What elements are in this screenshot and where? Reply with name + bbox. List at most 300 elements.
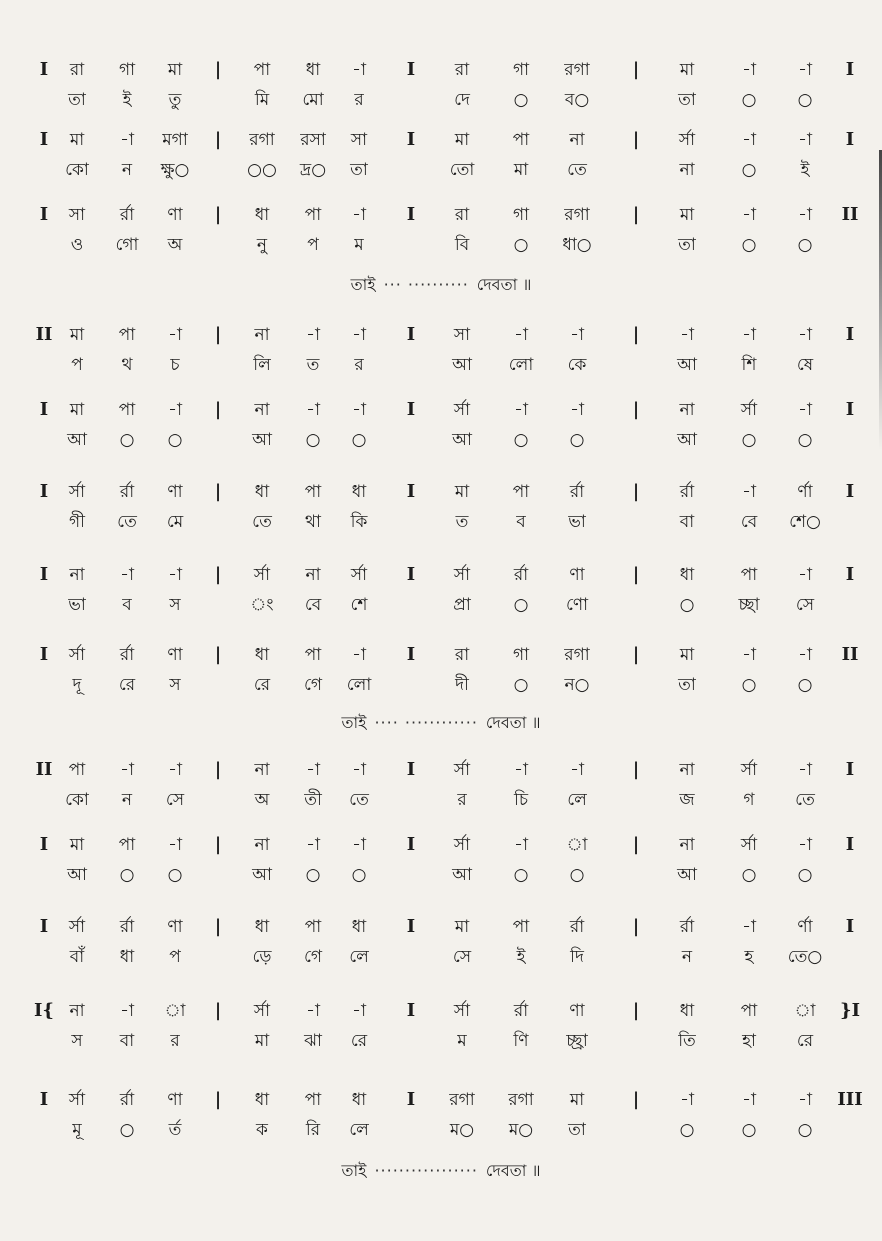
lyric-syllable: ○ bbox=[119, 865, 135, 885]
swara-note: -া bbox=[742, 645, 756, 665]
lyric-syllable: স bbox=[169, 675, 181, 695]
bar-line: I bbox=[39, 834, 49, 855]
lyric-syllable: ○ bbox=[167, 430, 183, 450]
swara-note: র্ণা bbox=[797, 917, 813, 937]
lyric-syllable: তী bbox=[304, 790, 322, 810]
lyric-syllable: মা bbox=[254, 1031, 270, 1051]
bar-line: III bbox=[837, 1089, 863, 1110]
bar-line: | bbox=[214, 644, 222, 665]
swara-note: না bbox=[679, 400, 695, 420]
lyric-syllable: বি bbox=[454, 235, 470, 255]
lyric-syllable: ম○ bbox=[508, 1120, 534, 1140]
lyric-syllable: ন bbox=[121, 790, 133, 810]
lyric-syllable: চ্ছ্রা bbox=[566, 1031, 588, 1051]
lyric-syllable: ব○ bbox=[564, 90, 590, 110]
swara-note: -া bbox=[742, 60, 756, 80]
lyric-line bbox=[0, 785, 882, 815]
swara-note: -া bbox=[168, 760, 182, 780]
swara-note: মা bbox=[569, 1090, 585, 1110]
swara-note: -া bbox=[306, 400, 320, 420]
lyric-syllable: গ bbox=[743, 790, 755, 810]
lyric-syllable: রি bbox=[305, 1120, 321, 1140]
swara-note: র্সা bbox=[68, 1090, 86, 1110]
swara-note: রা bbox=[454, 645, 470, 665]
lyric-syllable: ধা○ bbox=[562, 235, 592, 255]
lyric-syllable: ○ bbox=[797, 235, 813, 255]
swara-note: র্সা bbox=[453, 835, 471, 855]
lyric-syllable: ন bbox=[681, 947, 693, 967]
swara-note: -া bbox=[514, 835, 528, 855]
swara-note: -া bbox=[352, 760, 366, 780]
lyric-line bbox=[0, 507, 882, 537]
swara-line bbox=[0, 755, 882, 785]
lyric-syllable: নু bbox=[256, 235, 268, 255]
lyric-syllable: ○ bbox=[741, 1120, 757, 1140]
swara-note: পা bbox=[512, 482, 530, 502]
bar-line: I bbox=[39, 564, 49, 585]
lyric-syllable: তে○ bbox=[787, 947, 823, 967]
lyric-syllable: ○ bbox=[679, 595, 695, 615]
lyric-syllable: তা bbox=[350, 160, 368, 180]
lyric-syllable: ○ bbox=[119, 430, 135, 450]
bar-line: II bbox=[841, 644, 859, 665]
swara-note: মা bbox=[69, 130, 85, 150]
lyric-syllable: র্ত bbox=[168, 1120, 182, 1140]
lyric-syllable: ○ bbox=[513, 595, 529, 615]
swara-note: -া bbox=[352, 325, 366, 345]
swara-note: পা bbox=[304, 917, 322, 937]
swara-note: ণা bbox=[167, 917, 183, 937]
swara-note: ধা bbox=[254, 1090, 270, 1110]
swara-note: ণা bbox=[569, 565, 585, 585]
lyric-syllable: ভা bbox=[68, 595, 86, 615]
swara-note: -া bbox=[680, 1090, 694, 1110]
lyric-syllable: প bbox=[71, 355, 83, 375]
swara-note: পা bbox=[304, 1090, 322, 1110]
lyric-syllable: দ্র○ bbox=[299, 160, 327, 180]
swara-note: রগা bbox=[564, 645, 590, 665]
swara-line bbox=[0, 200, 882, 230]
lyric-syllable: প্রা bbox=[453, 595, 471, 615]
bar-line: | bbox=[632, 481, 640, 502]
refrain-start: তাই bbox=[350, 275, 376, 294]
bar-line: I bbox=[406, 1089, 416, 1110]
lyric-syllable: চ্ছা bbox=[738, 595, 760, 615]
lyric-line bbox=[0, 350, 882, 380]
notation-row bbox=[0, 755, 882, 827]
lyric-syllable: আ bbox=[252, 865, 272, 885]
bar-line: | bbox=[214, 834, 222, 855]
lyric-syllable: তে bbox=[117, 512, 137, 532]
swara-note: পা bbox=[118, 835, 136, 855]
swara-note: ধা bbox=[254, 917, 270, 937]
lyric-syllable: আ bbox=[677, 430, 697, 450]
lyric-syllable: ○ bbox=[167, 865, 183, 885]
lyric-syllable: চি bbox=[513, 790, 529, 810]
swara-note: রগা bbox=[449, 1090, 475, 1110]
lyric-syllable: গে bbox=[303, 675, 323, 695]
notation-row bbox=[0, 640, 882, 712]
swara-line bbox=[0, 1085, 882, 1115]
swara-note: -া bbox=[120, 1001, 134, 1021]
swara-note: া bbox=[164, 1001, 186, 1021]
lyric-syllable: সে bbox=[452, 947, 472, 967]
swara-note: র্সা bbox=[740, 835, 758, 855]
swara-note: না bbox=[254, 835, 270, 855]
lyric-syllable: লি bbox=[253, 355, 271, 375]
swara-note: -া bbox=[742, 482, 756, 502]
lyric-syllable: স bbox=[169, 595, 181, 615]
swara-note: ধা bbox=[351, 917, 367, 937]
swara-note: া bbox=[794, 1001, 816, 1021]
notation-row bbox=[0, 320, 882, 392]
bar-line: I bbox=[406, 759, 416, 780]
swara-note: না bbox=[679, 835, 695, 855]
swara-note: ধা bbox=[305, 60, 321, 80]
swara-note: -া bbox=[570, 400, 584, 420]
swara-note: -া bbox=[798, 60, 812, 80]
lyric-syllable: ই bbox=[800, 160, 810, 180]
swara-note: -া bbox=[306, 835, 320, 855]
lyric-syllable: ○ bbox=[797, 90, 813, 110]
swara-note: ধা bbox=[679, 1001, 695, 1021]
bar-line: I bbox=[845, 759, 855, 780]
lyric-syllable: ধা bbox=[119, 947, 135, 967]
lyric-syllable: ○ bbox=[741, 235, 757, 255]
lyric-syllable: তে bbox=[252, 512, 272, 532]
swara-note: -া bbox=[306, 760, 320, 780]
swara-note: রগা bbox=[564, 60, 590, 80]
swara-note: ধা bbox=[254, 482, 270, 502]
bar-line: II bbox=[35, 759, 53, 780]
swara-note: মা bbox=[679, 645, 695, 665]
bar-line: | bbox=[632, 1089, 640, 1110]
refrain-line bbox=[0, 710, 882, 736]
lyric-syllable: দে bbox=[454, 90, 470, 110]
swara-note: -া bbox=[798, 645, 812, 665]
lyric-syllable: ও bbox=[70, 235, 84, 255]
bar-line: I bbox=[845, 916, 855, 937]
lyric-syllable: ণি bbox=[513, 1031, 529, 1051]
lyric-syllable: তে bbox=[795, 790, 815, 810]
lyric-syllable: ষে bbox=[796, 355, 814, 375]
bar-line: I bbox=[845, 834, 855, 855]
lyric-syllable: থা bbox=[305, 512, 321, 532]
lyric-syllable: লো bbox=[346, 675, 372, 695]
lyric-syllable: রে bbox=[118, 675, 136, 695]
swara-note: া bbox=[566, 835, 588, 855]
swara-note: র্রা bbox=[119, 482, 135, 502]
bar-line: I bbox=[39, 1089, 49, 1110]
lyric-syllable: ত bbox=[455, 512, 469, 532]
swara-note: -া bbox=[798, 835, 812, 855]
lyric-syllable: ম bbox=[457, 1031, 467, 1051]
lyric-syllable: হা bbox=[742, 1031, 756, 1051]
swara-note: র্সা bbox=[253, 1001, 271, 1021]
lyric-syllable: র bbox=[354, 355, 364, 375]
swara-line bbox=[0, 395, 882, 425]
bar-line: II bbox=[841, 204, 859, 225]
swara-note: মা bbox=[454, 482, 470, 502]
swara-note: র্রা bbox=[679, 917, 695, 937]
swara-note: -া bbox=[798, 565, 812, 585]
lyric-syllable: ড়ে bbox=[252, 947, 272, 967]
bar-line: | bbox=[632, 129, 640, 150]
swara-note: মা bbox=[69, 400, 85, 420]
lyric-line bbox=[0, 425, 882, 455]
swara-note: পা bbox=[304, 205, 322, 225]
swara-note: পা bbox=[253, 60, 271, 80]
notation-row bbox=[0, 1085, 882, 1157]
lyric-syllable: ম bbox=[354, 235, 364, 255]
lyric-syllable: ○ bbox=[741, 160, 757, 180]
swara-note: -া bbox=[570, 760, 584, 780]
lyric-line bbox=[0, 860, 882, 890]
bar-line: I bbox=[406, 644, 416, 665]
lyric-syllable: সে bbox=[795, 595, 815, 615]
lyric-syllable: ○ bbox=[513, 90, 529, 110]
bar-line: | bbox=[632, 759, 640, 780]
bar-line: I bbox=[406, 59, 416, 80]
swara-note: -া bbox=[798, 130, 812, 150]
lyric-syllable: প bbox=[169, 947, 181, 967]
lyric-syllable: আ bbox=[67, 430, 87, 450]
swara-note: -া bbox=[120, 130, 134, 150]
swara-note: -া bbox=[798, 760, 812, 780]
swara-note: -া bbox=[352, 1001, 366, 1021]
lyric-syllable: গে bbox=[303, 947, 323, 967]
bar-line: | bbox=[214, 564, 222, 585]
bar-line: I bbox=[406, 834, 416, 855]
swara-note: গা bbox=[512, 60, 530, 80]
swara-note: না bbox=[679, 760, 695, 780]
bar-line: I bbox=[39, 129, 49, 150]
lyric-syllable: ○ bbox=[741, 675, 757, 695]
notation-row bbox=[0, 560, 882, 632]
swara-line bbox=[0, 477, 882, 507]
lyric-syllable: ই bbox=[516, 947, 526, 967]
lyric-syllable: ○ bbox=[513, 430, 529, 450]
swara-note: -া bbox=[742, 917, 756, 937]
swara-note: -া bbox=[742, 205, 756, 225]
notation-row bbox=[0, 200, 882, 272]
swara-line bbox=[0, 830, 882, 860]
lyric-syllable: বে bbox=[304, 595, 322, 615]
lyric-syllable: ○ bbox=[569, 430, 585, 450]
refrain-line bbox=[0, 1158, 882, 1184]
lyric-syllable: কি bbox=[350, 512, 368, 532]
lyric-syllable: র bbox=[170, 1031, 180, 1051]
swara-note: র্রা bbox=[119, 645, 135, 665]
lyric-line bbox=[0, 670, 882, 700]
bar-line: I bbox=[845, 324, 855, 345]
lyric-syllable: বা bbox=[679, 512, 695, 532]
swara-note: ণা bbox=[167, 645, 183, 665]
swara-note: র্রা bbox=[119, 205, 135, 225]
lyric-syllable: তা bbox=[568, 1120, 586, 1140]
lyric-syllable: জ bbox=[679, 790, 695, 810]
swara-note: -া bbox=[120, 760, 134, 780]
lyric-syllable: শি bbox=[741, 355, 757, 375]
bar-line: I bbox=[406, 1000, 416, 1021]
swara-note: পা bbox=[740, 1001, 758, 1021]
lyric-syllable: ক bbox=[256, 1120, 268, 1140]
swara-note: ধা bbox=[254, 205, 270, 225]
swara-note: র্সা bbox=[68, 917, 86, 937]
swara-note: র্রা bbox=[119, 917, 135, 937]
swara-note: -া bbox=[514, 760, 528, 780]
swara-note: র্সা bbox=[453, 760, 471, 780]
swara-note: র্রা bbox=[569, 917, 585, 937]
notation-row bbox=[0, 55, 882, 127]
swara-note: -া bbox=[570, 325, 584, 345]
swara-note: না bbox=[69, 565, 85, 585]
swara-line bbox=[0, 640, 882, 670]
lyric-syllable: ক্ষু○ bbox=[160, 160, 190, 180]
swara-note: -া bbox=[352, 645, 366, 665]
lyric-syllable: শে○ bbox=[789, 512, 821, 532]
bar-line: I bbox=[406, 324, 416, 345]
bar-line: | bbox=[214, 1089, 222, 1110]
swara-note: র্রা bbox=[513, 1001, 529, 1021]
bar-line: | bbox=[214, 481, 222, 502]
swara-note: না bbox=[254, 760, 270, 780]
refrain-line bbox=[0, 272, 882, 298]
notation-row bbox=[0, 830, 882, 902]
swara-note: না bbox=[305, 565, 321, 585]
swara-note: র্সা bbox=[740, 760, 758, 780]
swara-line bbox=[0, 996, 882, 1026]
swara-note: -া bbox=[352, 400, 366, 420]
notation-row bbox=[0, 125, 882, 197]
lyric-syllable: চ bbox=[170, 355, 180, 375]
bar-line: | bbox=[632, 59, 640, 80]
swara-note: -া bbox=[352, 835, 366, 855]
swara-note: রসা bbox=[300, 130, 326, 150]
lyric-syllable: তু bbox=[168, 90, 182, 110]
notation-row bbox=[0, 996, 882, 1068]
bar-line: }I bbox=[840, 1000, 860, 1021]
swara-line bbox=[0, 560, 882, 590]
lyric-syllable: লো bbox=[508, 355, 534, 375]
lyric-syllable: ○ bbox=[569, 865, 585, 885]
lyric-syllable: ○ bbox=[305, 865, 321, 885]
bar-line: | bbox=[632, 916, 640, 937]
swara-note: -া bbox=[168, 835, 182, 855]
swara-line bbox=[0, 125, 882, 155]
swara-note: পা bbox=[68, 760, 86, 780]
lyric-syllable: ং bbox=[250, 595, 274, 615]
lyric-line bbox=[0, 590, 882, 620]
swara-note: র্সা bbox=[350, 565, 368, 585]
lyric-syllable: বে bbox=[740, 512, 758, 532]
bar-line: | bbox=[214, 1000, 222, 1021]
swara-note: র্সা bbox=[68, 482, 86, 502]
lyric-syllable: ○ bbox=[797, 1120, 813, 1140]
swara-note: র্সা bbox=[678, 130, 696, 150]
lyric-syllable: মূ bbox=[72, 1120, 82, 1140]
swara-note: পা bbox=[118, 325, 136, 345]
lyric-line bbox=[0, 1026, 882, 1056]
lyric-syllable: ○ bbox=[513, 865, 529, 885]
swara-note: ধা bbox=[679, 565, 695, 585]
lyric-syllable: ভা bbox=[568, 512, 586, 532]
lyric-syllable: অ bbox=[167, 235, 183, 255]
lyric-syllable: বাঁ bbox=[69, 947, 85, 967]
lyric-syllable: আ bbox=[452, 865, 472, 885]
swara-note: গা bbox=[512, 645, 530, 665]
swara-note: মা bbox=[454, 917, 470, 937]
swara-note: না bbox=[569, 130, 585, 150]
swara-note: -া bbox=[168, 565, 182, 585]
lyric-syllable: মা bbox=[513, 160, 529, 180]
notation-row bbox=[0, 912, 882, 984]
lyric-syllable: রে bbox=[796, 1031, 814, 1051]
lyric-syllable: ব bbox=[516, 512, 526, 532]
lyric-syllable: লে bbox=[567, 790, 587, 810]
swara-note: র্রা bbox=[119, 1090, 135, 1110]
lyric-syllable: দী bbox=[455, 675, 469, 695]
lyric-syllable: আ bbox=[677, 865, 697, 885]
lyric-syllable: কে bbox=[567, 355, 587, 375]
bar-line: I bbox=[845, 129, 855, 150]
swara-note: -া bbox=[352, 60, 366, 80]
swara-note: -া bbox=[680, 325, 694, 345]
bar-line: II bbox=[35, 324, 53, 345]
lyric-syllable: বা bbox=[119, 1031, 135, 1051]
lyric-syllable: ○ bbox=[351, 865, 367, 885]
lyric-syllable: ত bbox=[306, 355, 320, 375]
notation-row bbox=[0, 477, 882, 549]
lyric-syllable: ই bbox=[122, 90, 132, 110]
swara-note: পা bbox=[304, 645, 322, 665]
lyric-syllable: তে bbox=[567, 160, 587, 180]
lyric-syllable: হ bbox=[744, 947, 754, 967]
bar-line: | bbox=[632, 399, 640, 420]
swara-note: -া bbox=[742, 325, 756, 345]
lyric-syllable: ○○ bbox=[247, 160, 277, 180]
swara-note: ধা bbox=[254, 645, 270, 665]
lyric-syllable: আ bbox=[677, 355, 697, 375]
lyric-syllable: তা bbox=[678, 235, 696, 255]
swara-note: রা bbox=[454, 205, 470, 225]
swara-note: পা bbox=[740, 565, 758, 585]
bar-line: I bbox=[406, 564, 416, 585]
bar-line: I bbox=[845, 399, 855, 420]
lyric-syllable: তো bbox=[449, 160, 475, 180]
swara-note: -া bbox=[168, 325, 182, 345]
swara-note: পা bbox=[118, 400, 136, 420]
swara-note: সা bbox=[350, 130, 368, 150]
swara-line bbox=[0, 320, 882, 350]
swara-note: পা bbox=[512, 130, 530, 150]
bar-line: I bbox=[845, 564, 855, 585]
swara-note: ণা bbox=[167, 205, 183, 225]
bar-line: I bbox=[406, 204, 416, 225]
swara-note: মা bbox=[679, 60, 695, 80]
lyric-syllable: কো bbox=[65, 790, 89, 810]
swara-note: মা bbox=[69, 325, 85, 345]
bar-line: | bbox=[214, 59, 222, 80]
swara-note: -া bbox=[742, 130, 756, 150]
bar-line: | bbox=[214, 759, 222, 780]
lyric-syllable: মে bbox=[166, 512, 184, 532]
swara-note: মা bbox=[167, 60, 183, 80]
refrain-start: তাই bbox=[341, 1161, 367, 1180]
swara-note: -া bbox=[798, 325, 812, 345]
lyric-syllable: ন○ bbox=[564, 675, 590, 695]
lyric-syllable: প bbox=[307, 235, 319, 255]
